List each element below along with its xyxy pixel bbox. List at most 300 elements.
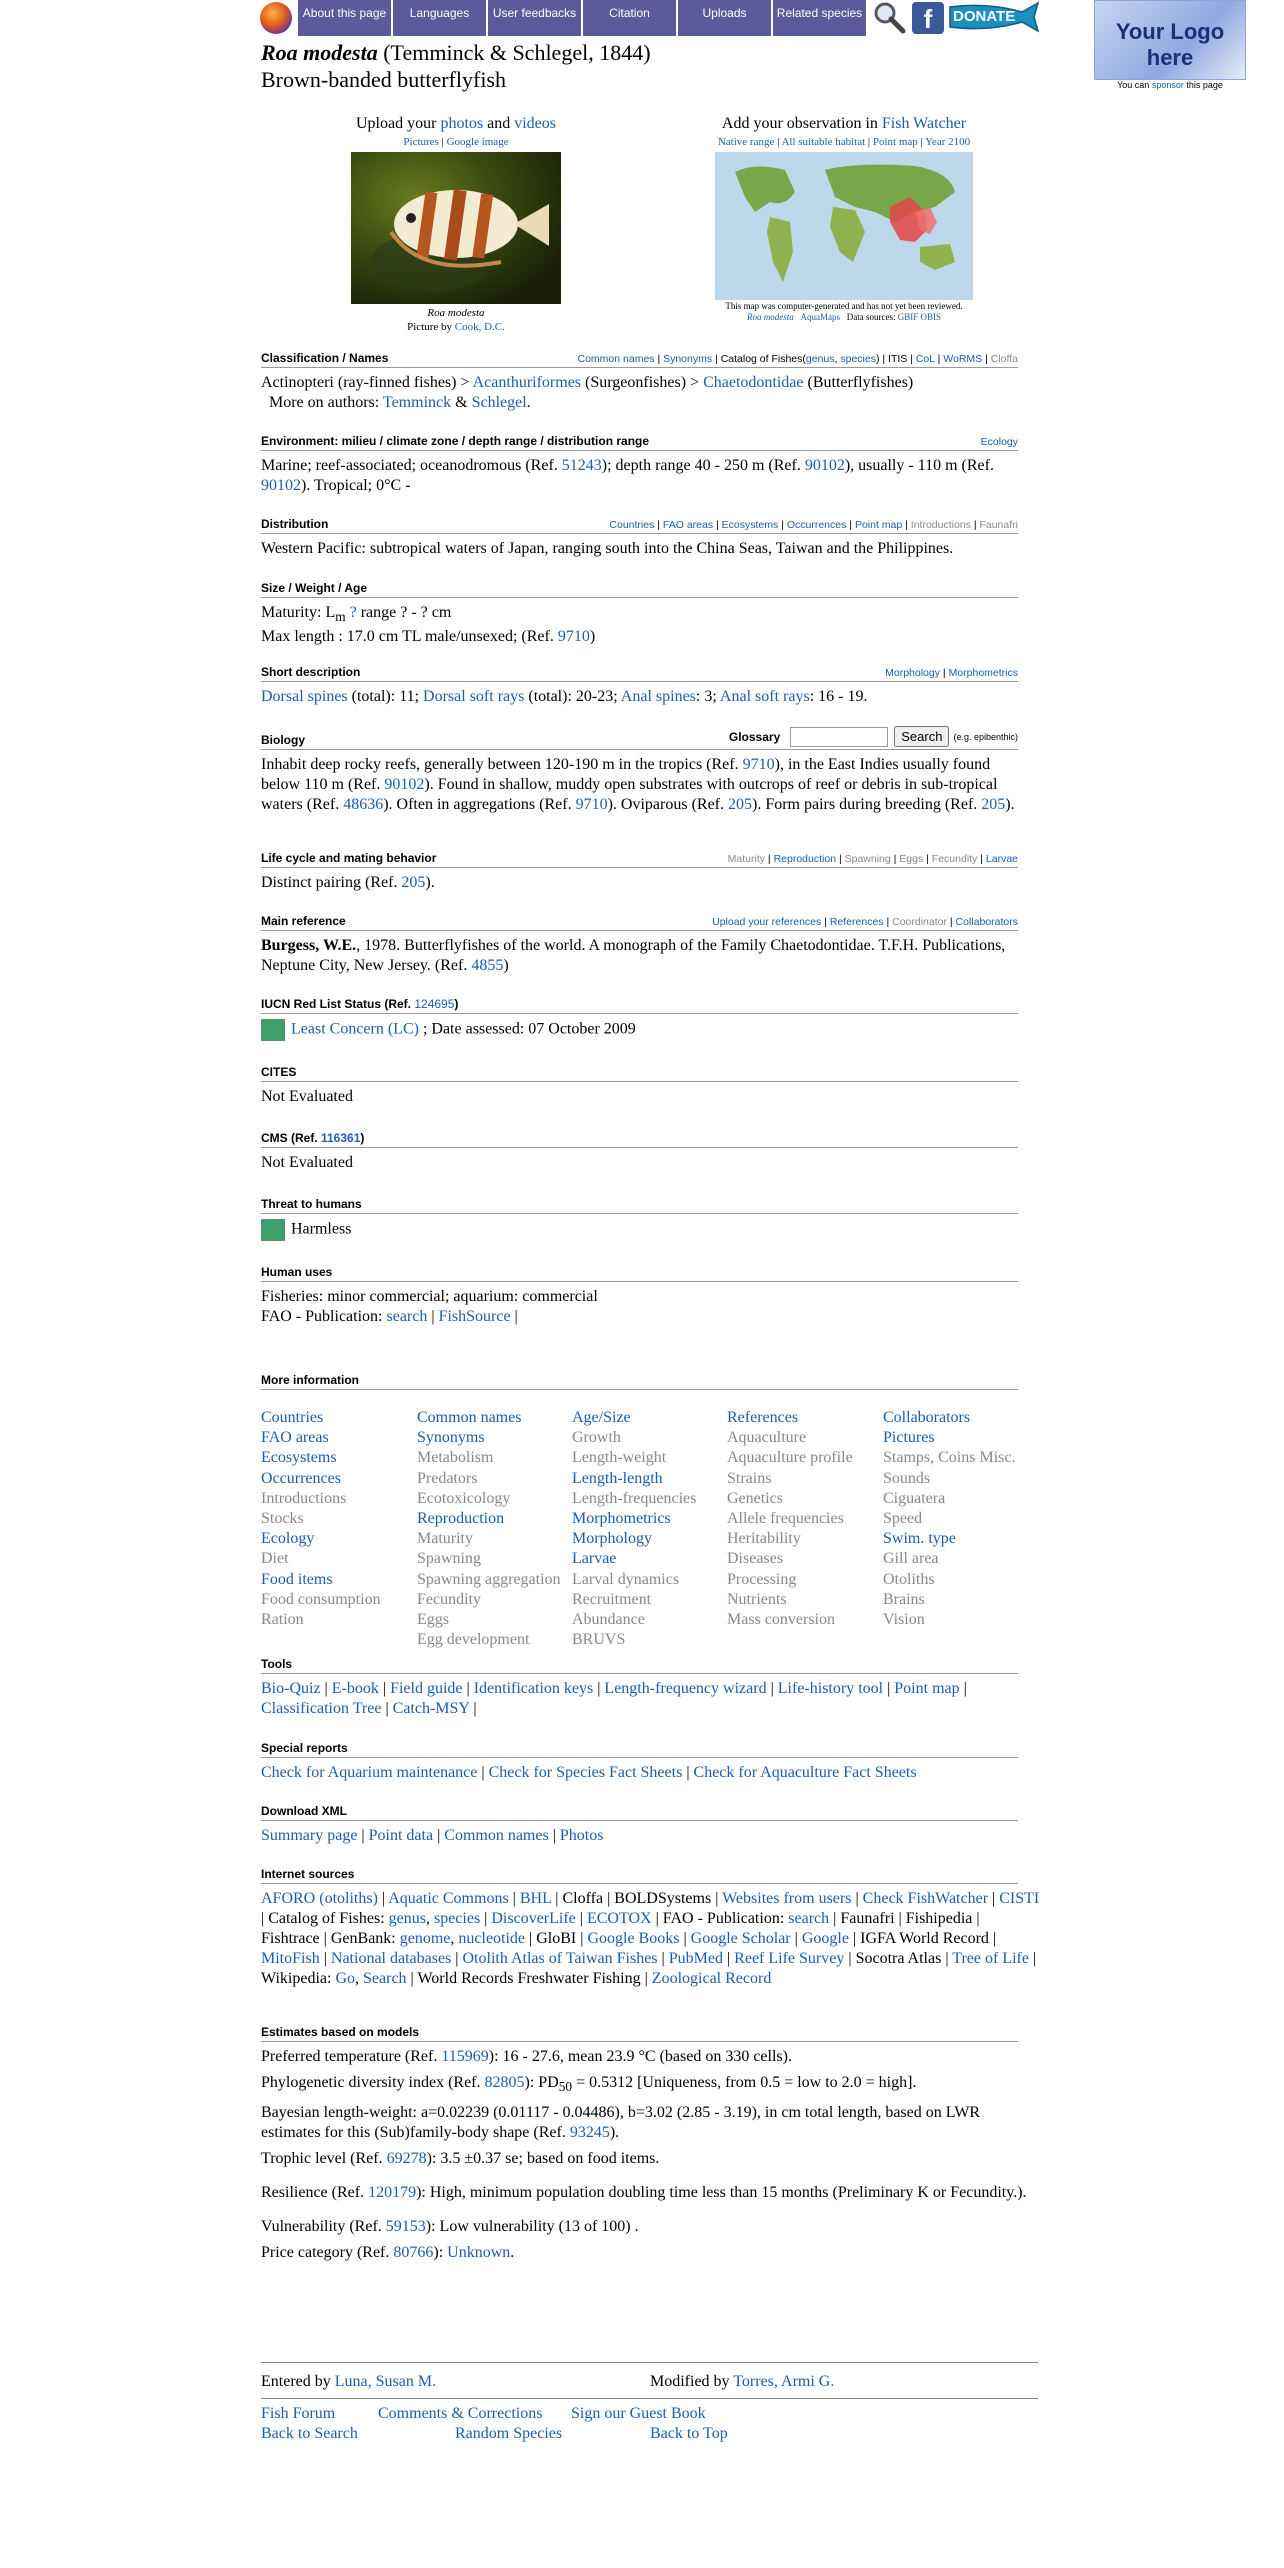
more-info-link[interactable]: Abundance — [572, 1611, 645, 1629]
internet-source[interactable] — [331, 1950, 451, 1967]
more-info-link[interactable]: Fecundity — [417, 1590, 481, 1608]
estimates-heading: Estimates based on models — [261, 2025, 420, 2039]
lc-fecundity-link[interactable]: Fecundity — [931, 853, 978, 865]
internet-source[interactable] — [520, 1890, 551, 1907]
more-info-link[interactable]: Swim. type — [883, 1530, 956, 1548]
videos-link[interactable]: videos — [514, 115, 556, 132]
lc-t1: Distinct pairing (Ref. — [261, 874, 402, 891]
nav-user-feedbacks[interactable]: User feedbacks — [488, 0, 583, 36]
more-info-link[interactable]: Length-weight — [572, 1449, 667, 1467]
more-info-link[interactable]: Processing — [727, 1570, 797, 1588]
comments-link[interactable]: Comments & Corrections — [378, 2405, 543, 2422]
top-nav-bar — [260, 0, 1040, 36]
maturity-link[interactable]: ? — [349, 604, 357, 621]
internet-source-label[interactable]: DiscoverLife — [491, 1910, 576, 1927]
more-info-link[interactable]: Synonyms — [417, 1429, 485, 1447]
observation-panel: Add your observation in Fish Watcher Native range | All suitable habitat | Point map | Year 2100 This map was computer-generated and has not yet been reviewed. Roa modesta AquaMaps Data sources: GBIF OBIS — [668, 114, 1020, 323]
internet-source[interactable] — [463, 1950, 658, 1967]
dist-faunafri-link[interactable]: Faunafri — [979, 519, 1018, 531]
environment-section — [261, 433, 1018, 496]
internet-source[interactable] — [863, 1890, 988, 1907]
pd-pre: Phylogenetic diversity index (Ref. — [261, 2074, 485, 2091]
author-temminck-link[interactable]: Temminck — [382, 394, 452, 411]
max-length-ref[interactable]: 9710 — [557, 628, 590, 646]
internet-source[interactable] — [860, 1930, 989, 1947]
more-info-link[interactable]: Countries — [261, 1409, 324, 1426]
dist-fao-link[interactable]: FAO areas — [662, 519, 714, 531]
internet-source-label: Faunafri — [840, 1910, 895, 1927]
synonyms-link[interactable]: Synonyms — [663, 353, 713, 365]
back-to-top-link[interactable]: Back to Top — [650, 2425, 728, 2442]
special-link[interactable]: Check for Aquaculture Fact Sheets — [693, 1764, 917, 1781]
internet-source-label[interactable]: Reef Life Survey — [734, 1950, 845, 1967]
lc-eggs-link[interactable]: Eggs — [899, 853, 924, 865]
more-info-link[interactable]: Diet — [261, 1550, 289, 1568]
photos-link[interactable]: photos — [440, 115, 484, 132]
upload-pre: Upload your — [356, 115, 441, 132]
bio-ref-90102[interactable]: 90102 — [384, 776, 425, 793]
entered-pre: Entered by — [261, 2373, 335, 2390]
more-info-link[interactable]: Vision — [883, 1611, 925, 1629]
internet-source[interactable] — [734, 1950, 844, 1967]
price-mid: ): — [433, 2244, 448, 2262]
tools-link[interactable]: Classification Tree — [261, 1700, 382, 1717]
internet-source-label[interactable]: BHL — [519, 1890, 552, 1907]
cloffa-link[interactable]: Cloffa — [990, 353, 1018, 365]
internet-source-sublink[interactable]: Search — [363, 1970, 407, 1987]
maturity-pre: Maturity: L — [261, 604, 336, 621]
point-map-link[interactable]: Point map — [872, 136, 918, 148]
lc-spawning-link[interactable]: Spawning — [844, 853, 891, 865]
more-info-link[interactable]: Stamps, Coins Misc. — [883, 1449, 1016, 1467]
native-range-link[interactable]: Native range — [717, 136, 775, 148]
internet-source[interactable] — [417, 1970, 640, 1987]
all-habitat-link[interactable]: All suitable habitat — [781, 136, 866, 148]
catalog-genus-link[interactable]: genus — [805, 353, 835, 365]
photographer-link[interactable]: Cook, D.C. — [454, 321, 505, 333]
internet-source-sublink[interactable]: species — [433, 1910, 481, 1927]
human-uses-section: Human uses Fisheries: minor commercial; aquarium: commercial FAO - Publication: search | FishSource | — [261, 1264, 1018, 1327]
classification-links: Common names | Synonyms | Catalog of Fishes(genus, species) | ITIS | CoL | WoRMS | Cloffa — [577, 353, 1018, 365]
globe-icon[interactable] — [260, 2, 292, 34]
tools-link[interactable]: Point map — [894, 1680, 960, 1697]
more-info-link[interactable]: Stocks — [261, 1510, 304, 1528]
more-info-link[interactable]: FAO areas — [261, 1429, 329, 1447]
bio-t1: Inhabit deep rocky reefs, generally between 120-190 m in the tropics (Ref. — [261, 756, 743, 773]
internet-source-label[interactable]: ECOTOX — [586, 1910, 652, 1927]
search-icon[interactable] — [872, 0, 906, 34]
price-value-link[interactable]: Unknown — [447, 2244, 511, 2262]
more-info-link[interactable]: Length-length — [572, 1469, 663, 1487]
more-info-link[interactable]: Food consumption — [261, 1590, 381, 1608]
dist-pointmap-link[interactable]: Point map — [854, 519, 903, 531]
guestbook-link[interactable]: Sign our Guest Book — [571, 2405, 706, 2422]
glossary-search-button[interactable]: Search — [894, 726, 949, 747]
dist-countries-link[interactable]: Countries — [609, 519, 655, 531]
max-length-post: ) — [589, 628, 596, 646]
internet-source-label: GloBI — [536, 1930, 577, 1947]
internet-source-label: Catalog of Fishes: — [268, 1910, 389, 1927]
more-info-link[interactable]: Strains — [727, 1469, 772, 1487]
dorsal-soft-rays-link[interactable]: Dorsal soft rays — [423, 688, 525, 705]
collaborators-link[interactable]: Collaborators — [955, 916, 1018, 928]
res-pre: Resilience (Ref. — [261, 2184, 369, 2202]
lc-ref-205[interactable]: 205 — [401, 874, 426, 891]
more-info-link[interactable]: Maturity — [417, 1530, 473, 1548]
anal-spines-link[interactable]: Anal spines — [620, 688, 696, 705]
bio-ref-9710-b[interactable]: 9710 — [575, 796, 608, 813]
more-info-link[interactable]: Predators — [417, 1469, 478, 1487]
order-paren: (Surgeonfishes) > — [581, 374, 704, 391]
more-info-link[interactable]: Length-frequencies — [572, 1489, 697, 1507]
pt-ref[interactable]: 115969 — [441, 2048, 489, 2065]
tools-link[interactable]: Life-history tool — [777, 1680, 884, 1697]
tl-pre: Trophic level (Ref. — [261, 2150, 387, 2168]
fish-forum-link[interactable]: Fish Forum — [261, 2405, 336, 2422]
more-info-link[interactable]: Heritability — [727, 1530, 801, 1548]
internet-source-label[interactable]: CISTI — [999, 1890, 1040, 1907]
pd-ref[interactable]: 82805 — [484, 2074, 525, 2091]
lc-larvae-link[interactable]: Larvae — [985, 853, 1018, 865]
more-info-link[interactable]: Common names — [417, 1409, 522, 1426]
more-info-link[interactable]: Allele frequencies — [727, 1510, 844, 1528]
xml-link[interactable]: Point data — [368, 1827, 434, 1844]
more-info-link[interactable]: Larvae — [572, 1550, 617, 1568]
sponsor-logo[interactable] — [1094, 0, 1246, 80]
dorsal-spines-link[interactable]: Dorsal spines — [261, 688, 348, 705]
internet-source[interactable] — [669, 1950, 723, 1967]
catalog-post: ) | ITIS | — [875, 353, 916, 365]
internet-source[interactable] — [587, 1930, 679, 1947]
common-name: Brown-banded butterflyfish — [261, 67, 506, 92]
pd-mid: ): PD — [524, 2074, 559, 2091]
tools-link[interactable]: Length-frequency wizard — [604, 1680, 767, 1697]
internet-source-label[interactable]: Otolith Atlas of Taiwan Fishes — [462, 1950, 658, 1967]
maturity-sub: m — [335, 609, 346, 625]
vulnerability — [261, 2217, 1041, 2237]
sponsor-link[interactable]: sponsor — [1151, 80, 1184, 90]
more-info-link[interactable]: Pictures — [883, 1429, 935, 1447]
preferred-temperature — [261, 2047, 1041, 2067]
internet-source-label[interactable]: PubMed — [668, 1950, 723, 1967]
internet-source-label: GenBank: — [330, 1930, 400, 1947]
google-image-link[interactable]: Google image — [446, 136, 509, 148]
random-species-link[interactable]: Random Species — [455, 2425, 563, 2442]
threat-heading: Threat to humans — [261, 1197, 362, 1211]
phylogenetic-diversity — [261, 2073, 1041, 2097]
authors-end: . — [526, 394, 531, 411]
internet-source-sublink[interactable]: genome — [399, 1930, 451, 1947]
more-info-link[interactable]: Otoliths — [883, 1570, 935, 1588]
more-info-link[interactable]: Larval dynamics — [572, 1570, 680, 1588]
col-link[interactable]: CoL — [915, 353, 935, 365]
internet-source[interactable] — [491, 1910, 575, 1927]
more-info-link[interactable]: Ecology — [261, 1530, 315, 1548]
internet-source-label[interactable]: AFORO (otoliths) — [261, 1890, 378, 1907]
more-info-link[interactable]: Ration — [261, 1611, 304, 1629]
more-info-link[interactable]: Ecosystems — [261, 1449, 337, 1467]
bio-ref-48636[interactable]: 48636 — [343, 796, 384, 813]
internet-source-label[interactable]: Google Books — [587, 1930, 680, 1947]
internet-source[interactable] — [652, 1970, 772, 1987]
price-pre: Price category (Ref. — [261, 2244, 394, 2262]
vul-ref[interactable]: 59153 — [385, 2218, 426, 2236]
more-info-column — [883, 1408, 1033, 1630]
internet-source-sublink[interactable]: Go — [335, 1970, 356, 1987]
more-info-link[interactable]: Sounds — [883, 1469, 931, 1487]
download-xml-section — [261, 1803, 1018, 1846]
coordinator-link[interactable]: Coordinator — [892, 916, 947, 928]
lifecycle-section: Life cycle and mating behavior Maturity | Reproduction | Spawning | Eggs | Fecundity | Larvae Distinct pairing (Ref. 205). — [261, 851, 1018, 891]
tools-link[interactable]: Field guide — [390, 1680, 463, 1697]
catalog-pre: Catalog of Fishes( — [720, 353, 806, 365]
internet-source[interactable] — [261, 1930, 320, 1947]
internet-source — [331, 1930, 525, 1947]
internet-source-sep: , — [355, 1970, 364, 1987]
morphometrics-link[interactable]: Morphometrics — [948, 667, 1018, 679]
nav-about[interactable]: About this page — [298, 0, 393, 36]
more-info-column — [261, 1408, 411, 1630]
more-info-link[interactable]: Speed — [883, 1510, 923, 1528]
internet-source-sublink[interactable]: search — [788, 1910, 830, 1927]
special-link[interactable]: Check for Species Fact Sheets — [488, 1764, 683, 1781]
year-2100-link[interactable]: Year 2100 — [925, 136, 971, 148]
gbif-link[interactable]: GBIF — [897, 312, 919, 322]
internet-source[interactable] — [261, 1890, 378, 1907]
internet-source-sep: , — [450, 1930, 459, 1947]
bayesian-length-weight — [261, 2103, 1041, 2143]
catalog-species-link[interactable]: species — [840, 353, 876, 365]
internet-source[interactable] — [691, 1930, 791, 1947]
more-info-link[interactable]: Diseases — [727, 1550, 783, 1568]
moreinfo-heading: More information — [261, 1373, 359, 1387]
price-ref[interactable]: 80766 — [393, 2244, 434, 2262]
res-post: ): High, minimum population doubling time less than 15 months (Preliminary K or Fecundity.). — [416, 2184, 1027, 2202]
modified-by-link[interactable]: Torres, Armi G. — [733, 2373, 835, 2390]
internet-source[interactable] — [614, 1890, 711, 1907]
threat-value: Harmless — [291, 1220, 352, 1238]
env-ref-90102-b[interactable]: 90102 — [261, 477, 301, 494]
internet-source[interactable] — [856, 1950, 942, 1967]
upload-refs-link[interactable]: Upload your references — [712, 916, 822, 928]
mainref-heading: Main reference — [261, 914, 346, 928]
more-info-link[interactable]: Nutrients — [727, 1590, 787, 1608]
iucn-ref-link[interactable]: 124695 — [414, 997, 455, 1011]
aquamaps-link[interactable]: AquaMaps — [800, 312, 840, 322]
sd-t4: : 16 - 19. — [809, 688, 868, 705]
dist-ecosystems-link[interactable]: Ecosystems — [721, 519, 779, 531]
internet-source[interactable] — [840, 1910, 894, 1927]
dist-introductions-link[interactable]: Introductions — [910, 519, 971, 531]
nav-uploads[interactable]: Uploads — [678, 0, 773, 36]
tools-link[interactable]: E-book — [331, 1680, 379, 1697]
more-info-link[interactable]: Recruitment — [572, 1590, 652, 1608]
more-info-link[interactable]: Reproduction — [417, 1510, 505, 1528]
donate-button[interactable] — [948, 0, 1040, 34]
bio-ref-205-a[interactable]: 205 — [728, 796, 752, 813]
map-species-link[interactable]: Roa modesta — [746, 312, 794, 322]
lc-t2: ). — [425, 874, 435, 891]
internet-source[interactable] — [587, 1910, 652, 1927]
internet-source-label[interactable]: MitoFish — [261, 1950, 320, 1967]
photo-caption: Roa modesta — [427, 307, 485, 319]
internet-source[interactable] — [536, 1930, 576, 1947]
worms-link[interactable]: WoRMS — [943, 353, 983, 365]
entered-by-link[interactable]: Luna, Susan M. — [334, 2373, 437, 2390]
internet-source-label[interactable]: Check FishWatcher — [862, 1890, 989, 1907]
bio-t4: ). Often in aggregations (Ref. — [383, 796, 576, 813]
sd-t1: (total): 11; — [347, 688, 424, 705]
env-ref-90102-a[interactable]: 90102 — [804, 457, 845, 474]
more-info-link[interactable]: Occurrences — [261, 1469, 341, 1487]
xml-link[interactable]: Photos — [559, 1827, 604, 1844]
lc-reproduction-link[interactable]: Reproduction — [773, 853, 837, 865]
internet-source[interactable] — [999, 1890, 1039, 1907]
order-link[interactable]: Acanthuriformes — [472, 374, 582, 391]
env-ref-51243[interactable]: 51243 — [561, 457, 602, 474]
internet-source-label[interactable]: Google Scholar — [690, 1930, 791, 1947]
internet-source[interactable] — [906, 1910, 973, 1927]
glossary-input[interactable] — [790, 727, 888, 747]
references-link[interactable]: References — [829, 916, 884, 928]
picture-by-pre: Picture by — [407, 321, 455, 333]
internet-source-label[interactable]: Tree of Life — [952, 1950, 1029, 1967]
cms-section — [261, 1130, 1018, 1173]
more-info-link[interactable]: Morphology — [572, 1530, 652, 1548]
more-info-link[interactable]: Aquaculture profile — [727, 1449, 853, 1467]
cms-heading-post: ) — [360, 1131, 365, 1145]
sd-t2: (total): 20-23; — [524, 688, 621, 705]
nav-related-species[interactable]: Related species — [773, 0, 868, 36]
internet-source-sublink[interactable]: nucleotide — [458, 1930, 526, 1947]
threat-swatch — [261, 1219, 285, 1241]
nav-citation[interactable]: Citation — [583, 0, 678, 36]
more-info-link[interactable]: Spawning aggregation — [417, 1570, 561, 1588]
author-schlegel-link[interactable]: Schlegel — [471, 394, 527, 411]
tools-link[interactable]: Identification keys — [473, 1680, 594, 1697]
distribution-map[interactable] — [715, 152, 973, 300]
xml-link[interactable]: Summary page — [261, 1827, 358, 1844]
dist-occurrences-link[interactable]: Occurrences — [786, 519, 847, 531]
res-ref[interactable]: 120179 — [368, 2184, 417, 2202]
obis-link[interactable]: OBIS — [920, 312, 941, 322]
tl-ref[interactable]: 69278 — [386, 2150, 427, 2168]
tools-link[interactable]: Catch-MSY — [392, 1700, 470, 1717]
more-info-link[interactable]: Metabolism — [417, 1449, 494, 1467]
more-info-link[interactable]: Eggs — [417, 1611, 449, 1629]
more-info-link[interactable]: Genetics — [727, 1489, 783, 1507]
more-info-link[interactable]: Gill area — [883, 1550, 939, 1568]
more-info-link[interactable]: Spawning — [417, 1550, 481, 1568]
bio-ref-9710-a[interactable]: 9710 — [742, 756, 775, 773]
ref-author: Burgess, W.E. — [261, 937, 357, 954]
lc-maturity-link[interactable]: Maturity — [727, 853, 766, 865]
family-paren: (Butterflyfishes) — [803, 374, 914, 391]
mainref-ref-4855[interactable]: 4855 — [471, 957, 504, 974]
special-link[interactable]: Check for Aquarium maintenance — [261, 1764, 478, 1781]
fishsource-link[interactable]: FishSource — [438, 1308, 511, 1325]
fao-pre: FAO - Publication: — [261, 1308, 387, 1325]
resilience — [261, 2183, 1041, 2203]
internet-source[interactable] — [388, 1890, 508, 1907]
lifecycle-heading: Life cycle and mating behavior — [261, 851, 437, 865]
xml-link[interactable]: Common names — [444, 1827, 549, 1844]
more-info-link[interactable]: Growth — [572, 1429, 621, 1447]
back-to-search-link[interactable]: Back to Search — [261, 2425, 358, 2442]
internet-source-label[interactable]: Google — [801, 1930, 849, 1947]
facebook-icon[interactable]: f — [912, 2, 944, 34]
pictures-link[interactable]: Pictures — [403, 136, 439, 148]
more-info-link[interactable]: Introductions — [261, 1489, 347, 1507]
more-info-link[interactable]: Ciguatera — [883, 1489, 946, 1507]
tl-post: ): 3.5 ±0.37 se; based on food items. — [426, 2150, 660, 2168]
internet-source[interactable] — [562, 1890, 603, 1907]
env-t2: ); depth range 40 - 250 m (Ref. — [601, 457, 805, 474]
internet-source[interactable] — [261, 1950, 320, 1967]
internet-source[interactable] — [722, 1890, 851, 1907]
internet-source-label[interactable]: Aquatic Commons — [388, 1890, 509, 1907]
cms-ref-link[interactable]: 116361 — [321, 1131, 361, 1145]
internet-source-label[interactable]: National databases — [330, 1950, 452, 1967]
family-link[interactable]: Chaetodontidae — [703, 374, 804, 391]
tools-link[interactable]: Bio-Quiz — [261, 1680, 321, 1697]
pt-post: ): 16 - 27.6, mean 23.9 °C (based on 330 cells). — [488, 2048, 792, 2065]
more-info-link[interactable]: Ecotoxicology — [417, 1489, 511, 1507]
blw-ref[interactable]: 93245 — [569, 2124, 610, 2142]
more-info-link[interactable]: Brains — [883, 1590, 925, 1608]
iucn-heading-pre: IUCN Red List Status (Ref. — [261, 997, 415, 1011]
more-info-link[interactable]: References — [727, 1409, 799, 1426]
internet-source[interactable] — [952, 1950, 1029, 1967]
more-info-section — [261, 1372, 1018, 1390]
fish-watcher-link[interactable]: Fish Watcher — [881, 115, 967, 132]
more-info-link[interactable]: Food items — [261, 1570, 333, 1588]
internet-source-label[interactable]: Websites from users — [722, 1890, 852, 1907]
internet-source-sep: , — [425, 1910, 434, 1927]
fao-search-link[interactable]: search — [386, 1308, 428, 1325]
more-info-link[interactable]: Mass conversion — [727, 1611, 835, 1629]
species-title — [261, 40, 651, 66]
more-info-link[interactable]: Morphometrics — [572, 1510, 671, 1528]
anal-soft-rays-link[interactable]: Anal soft rays — [719, 688, 810, 705]
internet-source-sublink[interactable]: genus — [388, 1910, 426, 1927]
nav-languages[interactable]: Languages — [393, 0, 488, 36]
fish-photo[interactable] — [351, 152, 561, 304]
tools-heading: Tools — [261, 1657, 293, 1671]
more-info-link[interactable]: BRUVS — [572, 1631, 626, 1649]
iucn-status-link[interactable]: Least Concern (LC) — [291, 1020, 419, 1038]
bio-t7: ). — [1005, 796, 1015, 813]
more-info-link[interactable]: Egg development — [417, 1631, 530, 1649]
classification-section — [261, 350, 1018, 413]
internet-source-label[interactable]: Zoological Record — [651, 1970, 772, 1987]
common-names-link[interactable]: Common names — [577, 353, 655, 365]
bio-ref-205-b[interactable]: 205 — [981, 796, 1006, 813]
ecology-link[interactable]: Ecology — [980, 436, 1018, 448]
upload-panel: Upload your photos and videos Pictures | Google image Roa modesta Picture by Cook, D.C. — [300, 114, 612, 334]
more-info-link[interactable]: Aquaculture — [727, 1429, 807, 1447]
species-author: (Temminck & Schlegel, 1844) — [383, 40, 651, 65]
bio-t5: ). Oviparous (Ref. — [607, 796, 728, 813]
internet-source[interactable] — [802, 1930, 849, 1947]
internet-source-label: Cloffa — [562, 1890, 604, 1907]
more-info-link[interactable]: Collaborators — [883, 1409, 971, 1426]
environment-heading: Environment: milieu / climate zone / depth range / distribution range — [261, 434, 650, 448]
special-reports-section — [261, 1740, 1018, 1783]
more-info-link[interactable]: Age/Size — [572, 1409, 631, 1426]
special-list: Check for Aquarium maintenance | Check for Species Fact Sheets | Check for Aquaculture Fact Sheets — [261, 1764, 917, 1781]
morphology-link[interactable]: Morphology — [885, 667, 940, 679]
